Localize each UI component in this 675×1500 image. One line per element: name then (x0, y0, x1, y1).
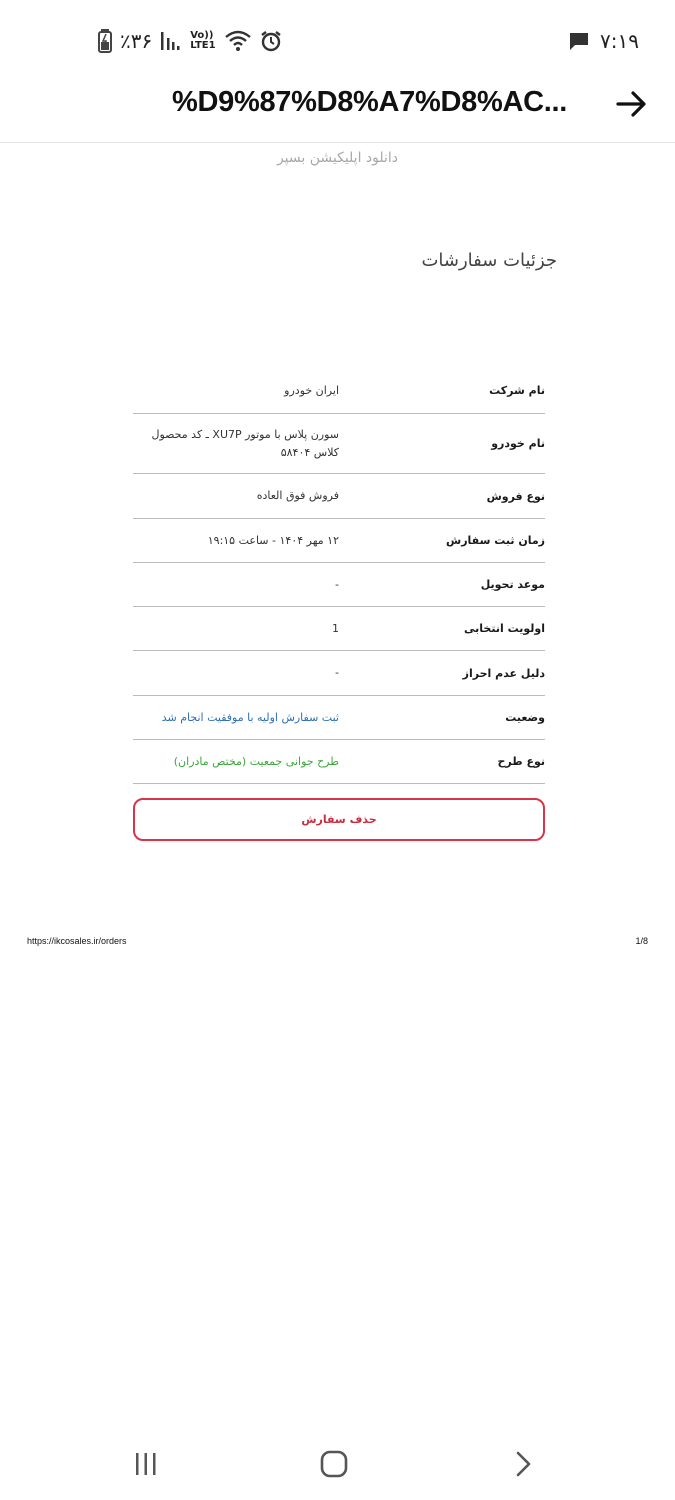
status-value: ثبت سفارش اولیه با موفقیت انجام شد (161, 710, 339, 724)
detail-label: نوع طرح (497, 755, 545, 768)
message-icon (568, 31, 590, 51)
back-button[interactable] (503, 1444, 543, 1484)
detail-value: ۱۲ مهر ۱۴۰۴ - ساعت ۱۹:۱۵ (207, 533, 339, 547)
battery-percent: ٪۳۶ (120, 29, 153, 53)
clock: ۷:۱۹ (600, 29, 639, 53)
detail-row-sale-type (133, 474, 545, 519)
status-bar (0, 0, 675, 80)
signal-icon (160, 30, 182, 52)
detail-label: نام خودرو (491, 437, 545, 450)
detail-row-rejection-reason (133, 651, 545, 696)
footer-url: https://ikcosales.ir/orders (27, 936, 127, 946)
detail-label: نوع فروش (486, 489, 545, 503)
status-icons-right (568, 28, 639, 54)
detail-row-company (133, 368, 545, 414)
recent-apps-button[interactable] (126, 1444, 166, 1484)
page-title: جزئیات سفارشات (421, 250, 557, 271)
wifi-icon (224, 29, 252, 53)
detail-label: موعد تحویل (480, 578, 545, 591)
detail-label: نام شرکت (489, 384, 545, 397)
chevron-right-icon (509, 1450, 537, 1478)
detail-value: فروش فوق العاده (256, 489, 339, 502)
detail-value: - (335, 577, 339, 591)
home-button[interactable] (314, 1444, 354, 1484)
detail-row-priority (133, 607, 545, 651)
detail-row-order-time (133, 519, 545, 563)
page-counter: 1/8 (635, 936, 648, 946)
url-title: %D9%87%D8%A7%D8%AC... (172, 86, 568, 118)
delete-order-button[interactable]: حذف سفارش (133, 798, 545, 841)
battery-icon (98, 29, 112, 53)
system-nav-bar (0, 1430, 675, 1500)
status-icons-left (98, 28, 282, 54)
detail-value: - (335, 666, 339, 679)
network-type: Vo)) LTE1 (190, 30, 216, 51)
alarm-icon (260, 30, 282, 52)
detail-row-status (133, 696, 545, 740)
home-icon (319, 1449, 349, 1479)
detail-row-car (133, 414, 545, 474)
detail-value: ایران خودرو (284, 383, 339, 397)
detail-label: دلیل عدم احراز (462, 666, 545, 680)
order-details-table (133, 368, 545, 784)
plan-type-value: طرح جوانی جمعیت (مختص مادران) (173, 754, 339, 768)
detail-label: زمان ثبت سفارش (446, 534, 545, 547)
detail-value: سورن پلاس با موتور XU7P ـ کد محصول کلاس ۵۸۴۰۴ (151, 427, 339, 459)
recent-apps-icon (132, 1450, 160, 1478)
arrow-right-icon[interactable] (615, 88, 647, 120)
app-download-link[interactable]: دانلود اپلیکیشن بسپر (276, 150, 399, 166)
detail-row-delivery (133, 563, 545, 607)
detail-label: اولویت انتخابی (464, 622, 545, 635)
detail-label: وضعیت (505, 711, 545, 724)
app-header (0, 80, 675, 143)
detail-value: 1 (332, 621, 339, 635)
detail-row-plan-type (133, 740, 545, 784)
